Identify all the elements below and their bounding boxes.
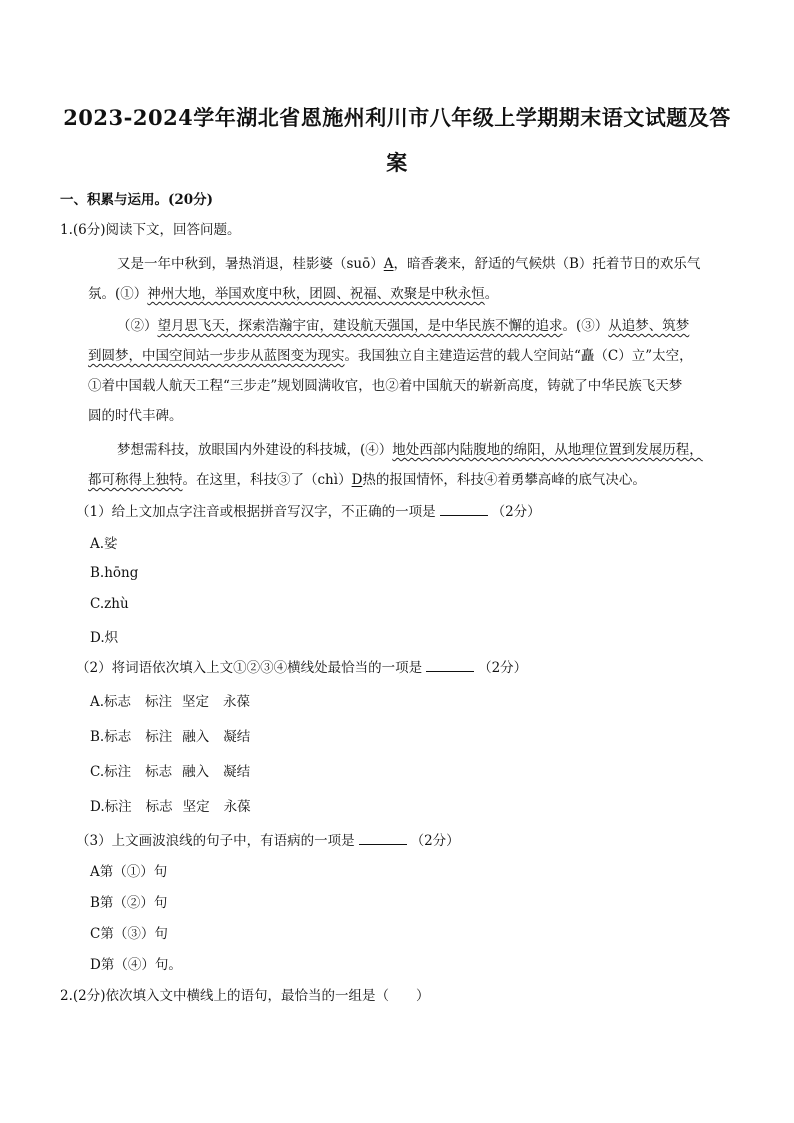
text: （2分） xyxy=(478,660,528,676)
passage-p1-line1 xyxy=(117,252,700,272)
document-title-line2: 案 xyxy=(386,150,408,175)
text: 永葆 xyxy=(223,694,251,710)
option-b[interactable] xyxy=(90,725,250,745)
text: 融入 xyxy=(182,729,210,745)
text: B.标志 xyxy=(90,729,132,745)
wavy-sentence-4: 地处西部内陆腹地的绵阳，从地理位置到发展历程， xyxy=(392,442,703,458)
passage-p1-line2 xyxy=(88,282,498,302)
option-c[interactable]: C.zhù xyxy=(90,596,129,612)
text: 氛。(①） xyxy=(88,286,148,302)
text: 融入 xyxy=(182,764,210,780)
wavy-sentence-2: 望月思飞天，探索浩瀚宇宙，建设航天强国，是中华民族不懈的追求 xyxy=(157,318,563,334)
wavy-sentence-4-cont: 都可称得上独特 xyxy=(88,472,183,488)
option-c[interactable] xyxy=(90,760,250,780)
text: 。 xyxy=(484,286,499,302)
passage-p2-line4: 圆的时代丰碑。 xyxy=(88,408,183,424)
option-c[interactable]: C第（③）句 xyxy=(90,926,168,942)
text: 凝结 xyxy=(223,729,251,745)
text: 凝结 xyxy=(223,764,251,780)
text: 。我国独立自主建造运营的载人空间站“矗（C）立”太空， xyxy=(344,348,693,364)
question-2-stem: 2.(2分)依次填入文中横线上的语句，最恰当的一组是（ ） xyxy=(60,988,430,1004)
text: C.标注 xyxy=(90,764,132,780)
text: 热的报国情怀，科技④着勇攀高峰的底气决心。 xyxy=(362,472,646,488)
answer-blank[interactable] xyxy=(426,659,474,672)
text: （2分） xyxy=(491,504,541,520)
sub-question-1 xyxy=(76,500,541,520)
section-heading: 一、积累与运用。(20分) xyxy=(60,192,214,208)
answer-blank[interactable] xyxy=(359,832,407,845)
passage-p2-line3: ①着中国载人航天工程“三步走”规划圆满收官，也②着中国航天的崭新高度，铸就了中华民族飞天梦 xyxy=(88,378,683,394)
option-b[interactable]: B.hōng xyxy=(90,565,139,581)
passage-p2-line1 xyxy=(117,314,689,334)
option-a[interactable] xyxy=(90,690,250,710)
passage-p3-line1 xyxy=(117,438,703,458)
option-d[interactable]: D.炽 xyxy=(90,630,119,646)
option-b[interactable]: B第（②）句 xyxy=(90,895,168,911)
text: 标志 xyxy=(145,799,173,815)
text: （3）上文画波浪线的句子中，有语病的一项是 xyxy=(76,833,355,849)
option-d[interactable] xyxy=(90,795,251,815)
question-1-stem: 1.(6分)阅读下文，回答问题。 xyxy=(60,222,241,238)
option-a[interactable]: A.娑 xyxy=(90,536,118,552)
text: 标注 xyxy=(145,729,173,745)
text: 标志 xyxy=(145,764,173,780)
text: （②） xyxy=(117,318,158,334)
text: （1）给上文加点字注音或根据拼音写汉字，不正确的一项是 xyxy=(76,504,436,520)
text: ，暗香袭来，舒适的气候烘（B）托着节日的欢乐气 xyxy=(393,256,701,272)
wavy-sentence-3: 从追梦、筑梦 xyxy=(608,318,690,334)
text: 又是一年中秋到，暑热消退，桂影婆（suō） xyxy=(117,256,384,272)
sub-question-3 xyxy=(76,829,460,849)
answer-blank[interactable] xyxy=(440,503,488,516)
wavy-sentence-3-cont: 到圆梦，中国空间站一步步从蓝图变为现实 xyxy=(88,348,345,364)
text: 。在这里，科技③了（chì） xyxy=(182,472,352,488)
text: 梦想需科技，放眼国内外建设的科技城，(④） xyxy=(117,442,393,458)
text: 坚定 xyxy=(182,694,210,710)
text: 坚定 xyxy=(182,799,210,815)
document-title-line1: 2023-2024学年湖北省恩施州利川市八年级上学期期末语文试题及答 xyxy=(63,105,731,130)
option-a[interactable]: A第（①）句 xyxy=(90,864,168,880)
passage-p2-line2 xyxy=(88,344,693,364)
text: A.标志 xyxy=(90,694,132,710)
text: 。(③） xyxy=(562,318,609,334)
wavy-sentence-1: 神州大地，举国欢度中秋，团圆、祝福、欢聚是中秋永恒 xyxy=(147,286,485,302)
option-d[interactable]: D第（④）句。 xyxy=(90,957,182,973)
text: （2）将词语依次填入上文①②③④横线处最恰当的一项是 xyxy=(76,660,423,676)
sub-question-2 xyxy=(76,656,527,676)
text: 永葆 xyxy=(223,799,251,815)
passage-p3-line2 xyxy=(88,468,646,488)
text: 标注 xyxy=(145,694,173,710)
marked-char-a: A xyxy=(383,256,394,272)
text: D.标注 xyxy=(90,799,132,815)
marked-char-d: D xyxy=(351,472,363,488)
text: （2分） xyxy=(410,833,460,849)
